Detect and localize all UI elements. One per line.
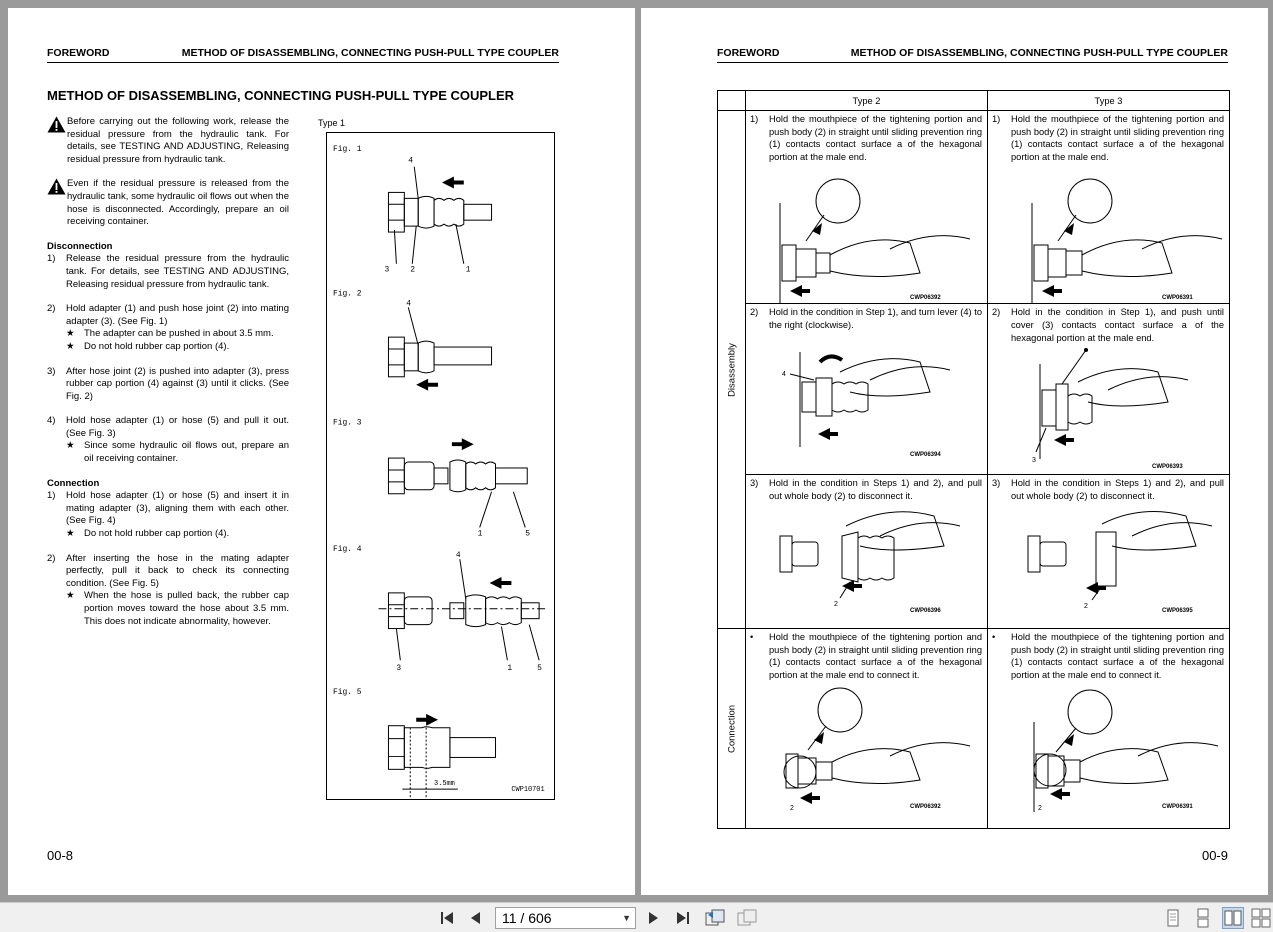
page-number-input[interactable]: [495, 907, 636, 929]
figure-code: CWP06392: [910, 803, 941, 810]
svg-text:1: 1: [477, 529, 483, 539]
step-number: 2): [750, 307, 759, 318]
step-number: 2): [992, 307, 1001, 318]
page-header: [47, 47, 559, 63]
item-note: The adapter can be pushed in about 3.5 mm.: [84, 328, 274, 340]
list-item: [47, 490, 289, 540]
header-section: FOREWORD: [717, 47, 780, 59]
item-number: 2): [47, 303, 56, 315]
figure-panel: [326, 132, 555, 800]
column-header: Type 3: [988, 91, 1230, 111]
step-text: Hold in the condition in Steps 1) and 2), and pull out whole body (2) to disconnect it.: [769, 478, 982, 501]
figure-code: CWP06392: [910, 295, 941, 302]
figure-code: CWP06393: [1152, 464, 1183, 471]
step-number: 3): [750, 478, 759, 489]
illustration: [750, 163, 982, 303]
table-cell: [988, 304, 1230, 475]
svg-text:5: 5: [537, 664, 542, 674]
svg-text:2: 2: [834, 601, 838, 609]
step-text: Hold the mouthpiece of the tightening portion and push body (2) in straight until sliding prevention ring (1) contacts contact surface a of the hexagonal portion at the male end.: [769, 114, 982, 162]
figure-code: CWP10701: [511, 786, 545, 795]
illustration: [992, 682, 1224, 816]
step-text: Hold in the condition in Steps 1) and 2), and pull out whole body (2) to disconnect it.: [1011, 478, 1224, 501]
header-title: METHOD OF DISASSEMBLING, CONNECTING PUSH-PULL TYPE COUPLER: [850, 47, 1228, 59]
step-text: Hold in the condition in Step 1), and turn lever (4) to the right (clockwise).: [769, 307, 982, 330]
column-header: Type 2: [746, 91, 988, 111]
page-number: 00-8: [47, 848, 74, 863]
chevron-down-icon[interactable]: ▼: [622, 913, 631, 923]
header-title: METHOD OF DISASSEMBLING, CONNECTING PUSH-PULL TYPE COUPLER: [181, 47, 559, 59]
list-item: [47, 415, 289, 465]
svg-text:2: 2: [1038, 804, 1042, 812]
fig-label: Fig. 3: [332, 418, 362, 428]
page-number: 00-9: [1201, 848, 1228, 863]
left-page: [8, 8, 635, 895]
fig-label: Fig. 1: [332, 144, 362, 154]
warning-icon: [47, 116, 67, 166]
warning-block: [47, 178, 289, 228]
svg-text:5: 5: [525, 529, 531, 539]
item-text: Hold hose adapter (1) or hose (5) and pull it out. (See Fig. 3): [66, 415, 289, 439]
illustration: [992, 502, 1224, 616]
svg-text:2: 2: [1084, 603, 1088, 611]
item-note: Since some hydraulic oil flows out, prepare an oil receiving container.: [84, 440, 289, 465]
list-item: [47, 303, 289, 353]
illustration: [750, 682, 982, 816]
page-indicator: 11 / 606: [502, 910, 552, 926]
star-icon: ★: [66, 528, 75, 540]
table-row: [718, 629, 1230, 829]
warning-block: [47, 116, 289, 166]
row-label-text: Disassembly: [726, 342, 737, 397]
svg-text:3: 3: [396, 664, 402, 674]
figure-code: CWP06391: [1162, 295, 1193, 302]
table-row: [718, 475, 1230, 629]
illustration: [750, 502, 982, 616]
svg-text:4: 4: [782, 370, 786, 378]
item-number: 2): [47, 552, 56, 564]
back-view-icon[interactable]: [705, 908, 725, 928]
item-text: Release the residual pressure from the hydraulic tank. For details, see TESTING AND ADJUSTING, Releasing residual pressure from hydraulic tank.: [66, 253, 289, 290]
item-note: Do not hold rubber cap portion (4).: [84, 340, 230, 352]
step-number: •: [750, 632, 754, 643]
continuous-icon[interactable]: [1192, 907, 1214, 929]
svg-text:2: 2: [410, 265, 416, 275]
illustration: [750, 332, 982, 462]
section-heading: Disconnection: [47, 240, 113, 252]
item-text: Hold hose adapter (1) or hose (5) and insert it in mating adapter (3), aligning them with each other. (See Fig. 4): [66, 490, 289, 527]
table-cell: [988, 111, 1230, 304]
step-number: 1): [992, 114, 1001, 124]
procedure-table: [717, 90, 1230, 829]
figure-code: CWP06395: [1162, 608, 1193, 615]
warning-text: Before carrying out the following work, release the residual pressure from the hydraulic tank. For details, see TESTING AND ADJUSTING, Releasing residual pressure from hydraulic tank.: [67, 116, 289, 165]
header-section: FOREWORD: [47, 47, 110, 59]
row-label: [718, 111, 746, 629]
forward-view-icon[interactable]: [737, 908, 757, 928]
single-page-icon[interactable]: [1162, 907, 1184, 929]
figure-code: CWP06396: [910, 608, 941, 615]
table-header-row: [718, 91, 1230, 111]
next-page-icon[interactable]: [643, 908, 663, 928]
svg-text:3: 3: [384, 265, 390, 275]
last-page-icon[interactable]: [673, 908, 693, 928]
item-text: After hose joint (2) is pushed into adapter (3), press rubber cap portion (4) against (3) until it clicks. (See Fig. 2): [66, 365, 289, 402]
step-text: Hold in the condition in Step 1), and push until cover (3) contacts contact surface a of the hexagonal portion at the male end.: [1011, 307, 1224, 343]
step-number: 1): [750, 114, 759, 124]
viewer-toolbar: [0, 902, 1273, 932]
svg-text:4: 4: [406, 299, 412, 309]
fig-label: Fig. 2: [332, 289, 362, 299]
step-number: •: [992, 632, 996, 643]
table-cell: [746, 629, 988, 829]
svg-text:2: 2: [790, 804, 794, 812]
table-row: [718, 111, 1230, 304]
svg-text:3: 3: [1032, 457, 1036, 465]
two-page-icon[interactable]: [1222, 907, 1244, 929]
star-icon: ★: [66, 340, 75, 352]
table-cell: [746, 111, 988, 304]
warning-text: Even if the residual pressure is released from the hydraulic tank, some hydraulic oil flows out when the hose is disconnected. Accordingly, prepare an oil receiving container.: [67, 178, 289, 228]
list-item: [47, 253, 289, 291]
item-text: Hold adapter (1) and push hose joint (2) into mating adapter (3). (See Fig. 1): [66, 303, 289, 327]
item-number: 1): [47, 490, 56, 502]
instructions-column: [47, 116, 289, 640]
item-number: 1): [47, 253, 56, 265]
table-cell: [746, 304, 988, 475]
corner-cell: [718, 91, 746, 111]
star-icon: ★: [66, 328, 75, 340]
item-number: 3): [47, 365, 56, 377]
table-cell: [988, 629, 1230, 829]
warning-icon: [47, 178, 67, 228]
page-header: [717, 47, 1228, 63]
step-text: Hold the mouthpiece of the tightening portion and push body (2) in straight until sliding prevention ring (1) contacts contact surface a of the hexagonal portion at the male end to connect it.: [1011, 632, 1224, 680]
prev-page-icon[interactable]: [466, 908, 486, 928]
step-number: 3): [992, 478, 1001, 489]
figure-code: CWP06391: [1162, 803, 1193, 810]
row-label: [718, 629, 746, 829]
row-label-text: Connection: [726, 704, 737, 753]
table-row: [718, 304, 1230, 475]
item-note: Do not hold rubber cap portion (4).: [84, 528, 230, 540]
star-icon: ★: [66, 590, 75, 602]
table-cell: [746, 475, 988, 629]
illustration: [992, 344, 1224, 474]
fig-label: Fig. 5: [332, 687, 362, 697]
star-icon: ★: [66, 440, 75, 452]
right-page: [641, 8, 1268, 895]
type-label: Type 1: [318, 118, 346, 128]
section-heading: Connection: [47, 477, 100, 489]
list-item: [47, 553, 289, 629]
item-number: 4): [47, 415, 56, 427]
item-text: After inserting the hose in the mating adapter perfectly, pull it back to check its connecting condition. (See Fig. 5): [66, 552, 289, 589]
dimension-label: 3.5mm: [434, 780, 455, 789]
figure-code: CWP06394: [910, 451, 941, 458]
svg-text:4: 4: [455, 551, 461, 561]
fig-label: Fig. 4: [332, 545, 362, 555]
illustration: [992, 163, 1224, 303]
step-text: Hold the mouthpiece of the tightening portion and push body (2) in straight until sliding prevention ring (1) contacts contact surface a of the hexagonal portion at the male end.: [1011, 114, 1224, 162]
svg-text:4: 4: [408, 156, 414, 166]
item-note: When the hose is pulled back, the rubber cap portion moves toward the hose about 3.5 mm. This does not indicate abnormality, however.: [84, 590, 289, 627]
page-title: METHOD OF DISASSEMBLING, CONNECTING PUSH-PULL TYPE COUPLER: [47, 88, 515, 103]
first-page-icon[interactable]: [437, 908, 457, 928]
list-item: [47, 366, 289, 404]
svg-text:1: 1: [465, 265, 471, 275]
svg-text:1: 1: [507, 664, 513, 674]
step-text: Hold the mouthpiece of the tightening portion and push body (2) in straight until sliding prevention ring (1) contacts contact surface a of the hexagonal portion at the male end to connect it.: [769, 632, 982, 680]
table-cell: [988, 475, 1230, 629]
two-page-continuous-icon[interactable]: [1250, 907, 1272, 929]
